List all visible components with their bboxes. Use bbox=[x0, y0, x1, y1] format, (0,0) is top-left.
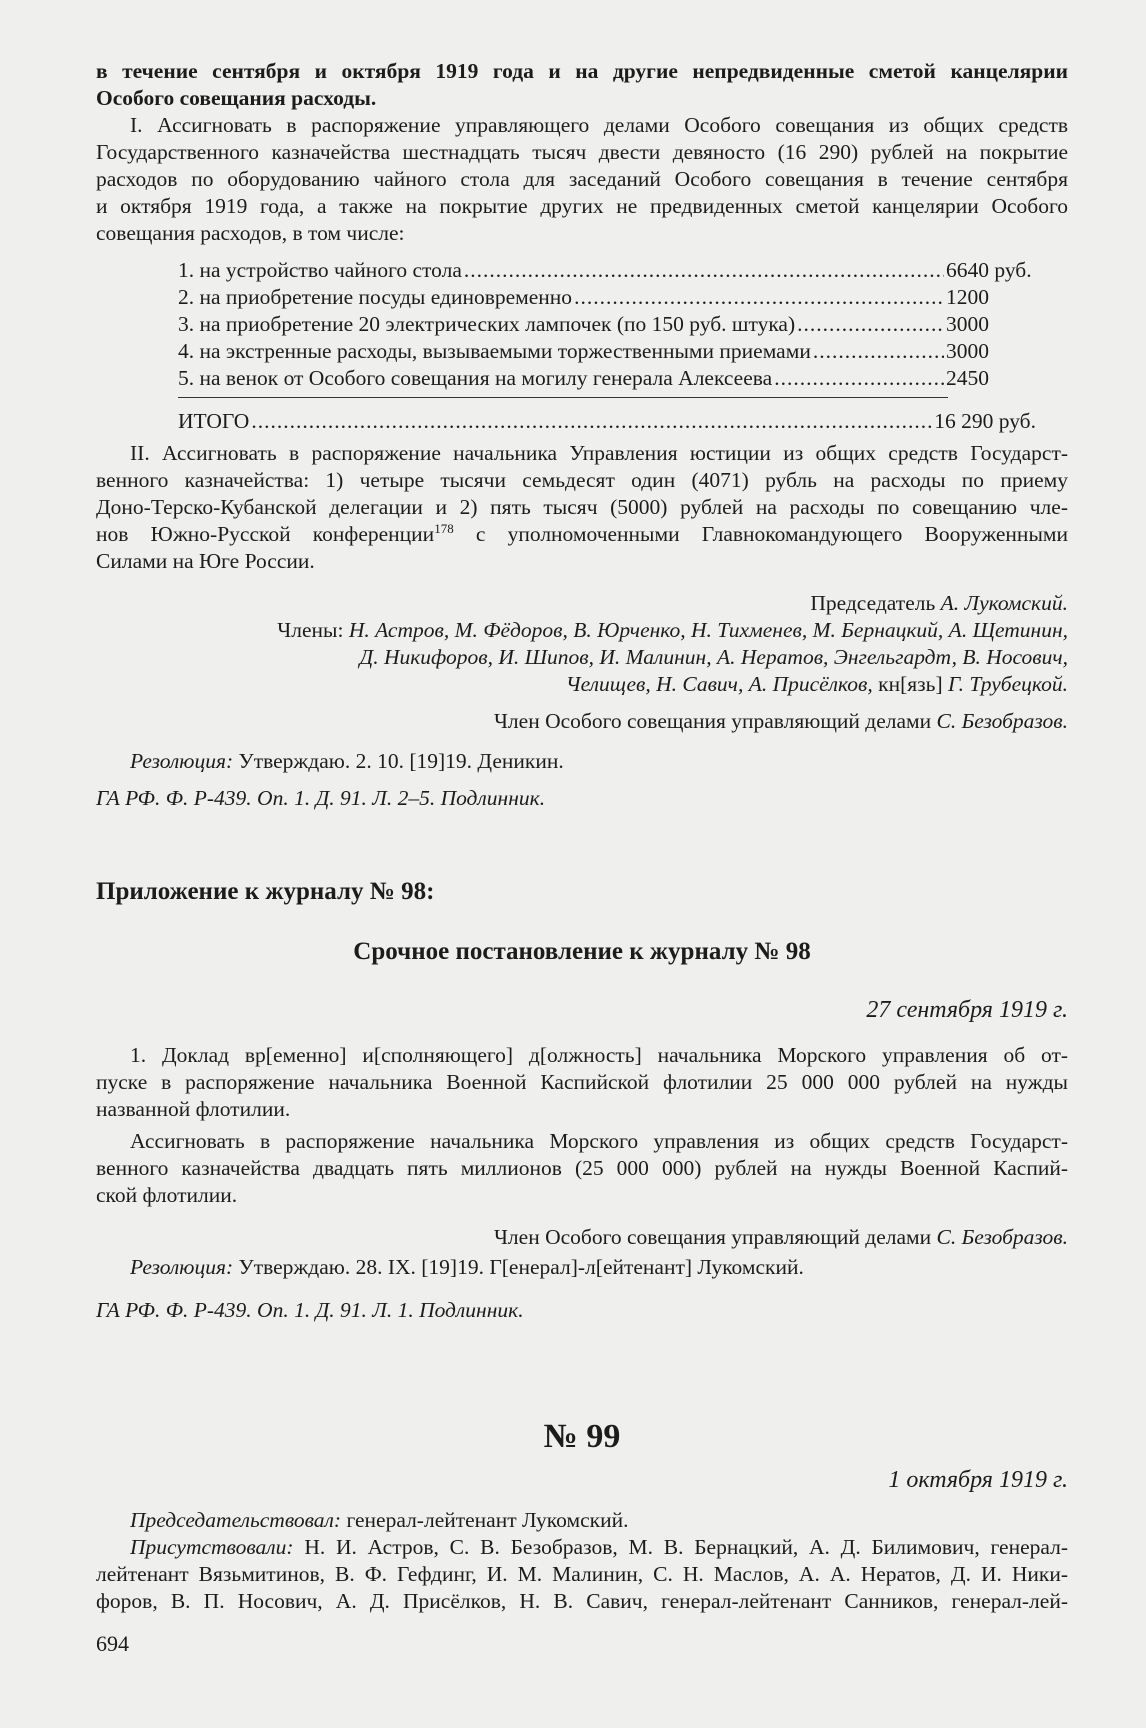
expense-label: 5. на венок от Особого совещания на могилу генерала Алексеева bbox=[178, 366, 773, 390]
presided-text: генерал-лейтенант Лукомский. bbox=[341, 1508, 629, 1532]
para3-line-2: пуске в распоряжение начальника Военной Каспийской флотилии 25 000 000 рублей на нужды bbox=[96, 1070, 1068, 1094]
para4-line-1: Ассигновать в распоряжение начальника Морского управления из общих средств Государст- bbox=[130, 1129, 1068, 1153]
resolution-text: Утверждаю. 28. IX. [19]19. Г[енерал]-л[ейтенант] Лукомский. bbox=[233, 1255, 804, 1279]
para3-line-3: названной флотилии. bbox=[96, 1097, 291, 1121]
resolution-label: Резолюция: bbox=[130, 749, 234, 773]
manager-signature-2 bbox=[96, 1224, 1068, 1251]
total-label: ИТОГО bbox=[178, 409, 250, 433]
para1-line-2: Государственного казначейства шестнадцать тысяч двести девяносто (16 290) рублей на покрытие bbox=[96, 140, 1068, 164]
header-line-1: в течение сентября и октября 1919 года и на другие непредвиденные сметой канцелярии bbox=[96, 59, 1068, 83]
para2-line-5: Силами на Юге России. bbox=[96, 549, 315, 573]
expense-label: 4. на экстренные расходы, вызываемыми торжественными приемами bbox=[178, 339, 811, 363]
presided-label: Председательствовал: bbox=[130, 1508, 342, 1532]
para1-line-5: совещания расходов, в том числе: bbox=[96, 221, 405, 245]
expense-item bbox=[178, 339, 1036, 366]
total-amount: 16 290 руб. bbox=[934, 409, 1036, 433]
expense-label: 3. на приобретение 20 электрических лампочек (по 150 руб. штука) bbox=[178, 312, 796, 336]
members-line-1 bbox=[96, 617, 1068, 644]
para1-line-1: I. Ассигновать в распоряжение управляющего делами Особого совещания из общих средств bbox=[130, 113, 1068, 137]
manager-label: Член Особого совещания управляющий делами bbox=[493, 709, 937, 733]
document-number: № 99 bbox=[543, 1418, 621, 1455]
present-line-1 bbox=[130, 1534, 1068, 1561]
members-names-3b: кн[язь] bbox=[878, 672, 948, 696]
footnote-ref: 178 bbox=[434, 520, 454, 536]
total-row bbox=[178, 409, 1036, 436]
total-divider bbox=[178, 397, 948, 398]
document-date: 1 октября 1919 г. bbox=[888, 1467, 1068, 1493]
resolution-2 bbox=[130, 1254, 804, 1281]
manager-label: Член Особого совещания управляющий делами bbox=[493, 1225, 937, 1249]
appendix-title: Срочное постановление к журналу № 98 bbox=[353, 938, 811, 965]
chair-name: А. Лукомский. bbox=[940, 591, 1068, 615]
para2-line-4a: нов Южно-Русской конференции bbox=[96, 522, 435, 546]
manager-name: С. Безобразов. bbox=[936, 1225, 1068, 1249]
appendix-heading: Приложение к журналу № 98: bbox=[96, 878, 435, 905]
expense-label: 1. на устройство чайного стола bbox=[178, 258, 462, 282]
manager-signature-1 bbox=[96, 708, 1068, 735]
members-names-3a: Челищев, Н. Савич, А. Присёлков, bbox=[565, 672, 879, 696]
para1-line-4: и октября 1919 года, а также на покрытие других не предвиденных сметой канцелярии Особого bbox=[96, 194, 1068, 218]
members-label: Члены: bbox=[277, 618, 349, 642]
chair-signature bbox=[96, 590, 1068, 617]
members-line-3 bbox=[96, 671, 1068, 698]
present-names-1: Н. И. Астров, С. В. Безобразов, М. В. Бернацкий, А. Д. Билимович, генерал- bbox=[293, 1535, 1068, 1559]
para2-line-4b: с уполномоченными Главнокомандующего Вооруженными bbox=[453, 522, 1068, 546]
expense-amount: 2450 bbox=[946, 366, 989, 390]
members-names-1: Н. Астров, М. Фёдоров, В. Юрченко, Н. Тихменев, М. Бернацкий, А. Щетинин, bbox=[348, 618, 1068, 642]
expense-item bbox=[178, 258, 1036, 285]
expense-item bbox=[178, 366, 1036, 393]
archive-source-1: ГА РФ. Ф. Р-439. Оп. 1. Д. 91. Л. 2–5. Подлинник. bbox=[96, 786, 546, 810]
present-line-2: лейтенант Вязьмитинов, В. Ф. Гефдинг, И. М. Малинин, С. Н. Маслов, А. А. Нератов, Д. И. Ники- bbox=[96, 1562, 1068, 1586]
para4-line-2: венного казначейства двадцать пять миллионов (25 000 000) рублей на нужды Военной Каспий- bbox=[96, 1156, 1068, 1180]
para2-line-2: венного казначейства: 1) четыре тысячи семьдесят один (4071) рубль на расходы по приему bbox=[96, 468, 1068, 492]
para2-line-1: II. Ассигновать в распоряжение начальника Управления юстиции из общих средств Государст- bbox=[130, 441, 1068, 465]
header-line-2: Особого совещания расходы. bbox=[96, 86, 377, 110]
expense-amount: 3000 bbox=[946, 312, 989, 336]
resolution-text: Утверждаю. 2. 10. [19]19. Деникин. bbox=[233, 749, 564, 773]
present-line-3: форов, В. П. Носович, А. Д. Присёлков, Н. В. Савич, генерал-лейтенант Санников, генерал-лей- bbox=[96, 1589, 1068, 1613]
presided-line bbox=[130, 1507, 628, 1534]
present-label: Присутствовали: bbox=[130, 1535, 294, 1559]
expense-amount: 6640 руб. bbox=[946, 258, 1032, 282]
members-line-2: Д. Никифоров, И. Шипов, И. Малинин, А. Нератов, Энгельгардт, В. Носович, bbox=[359, 645, 1068, 669]
members-names-3c: Г. Трубецкой. bbox=[947, 672, 1068, 696]
chair-label: Председатель bbox=[810, 591, 941, 615]
para4-line-3: ской флотилии. bbox=[96, 1183, 238, 1207]
manager-name: С. Безобразов. bbox=[936, 709, 1068, 733]
para2-line-3: Доно-Терско-Кубанской делегации и 2) пять тысяч (5000) рублей на расходы по совещанию чле- bbox=[96, 495, 1068, 519]
resolution-label: Резолюция: bbox=[130, 1255, 234, 1279]
resolution-1 bbox=[130, 748, 564, 775]
expense-item bbox=[178, 285, 1036, 312]
para1-line-3: расходов по оборудованию чайного стола для заседаний Особого совещания в течение сентября bbox=[96, 167, 1068, 191]
para2-line-4 bbox=[96, 521, 1068, 548]
appendix-date: 27 сентября 1919 г. bbox=[866, 997, 1068, 1023]
para3-line-1: 1. Доклад вр[еменно] и[сполняющего] д[олжность] начальника Морского управления об от- bbox=[130, 1043, 1068, 1067]
expense-amount: 3000 bbox=[946, 339, 989, 363]
expense-label: 2. на приобретение посуды единовременно bbox=[178, 285, 573, 309]
expense-amount: 1200 bbox=[946, 285, 989, 309]
page-number: 694 bbox=[96, 1631, 129, 1656]
expense-item bbox=[178, 312, 1036, 339]
archive-source-2: ГА РФ. Ф. Р-439. Оп. 1. Д. 91. Л. 1. Подлинник. bbox=[96, 1298, 524, 1322]
